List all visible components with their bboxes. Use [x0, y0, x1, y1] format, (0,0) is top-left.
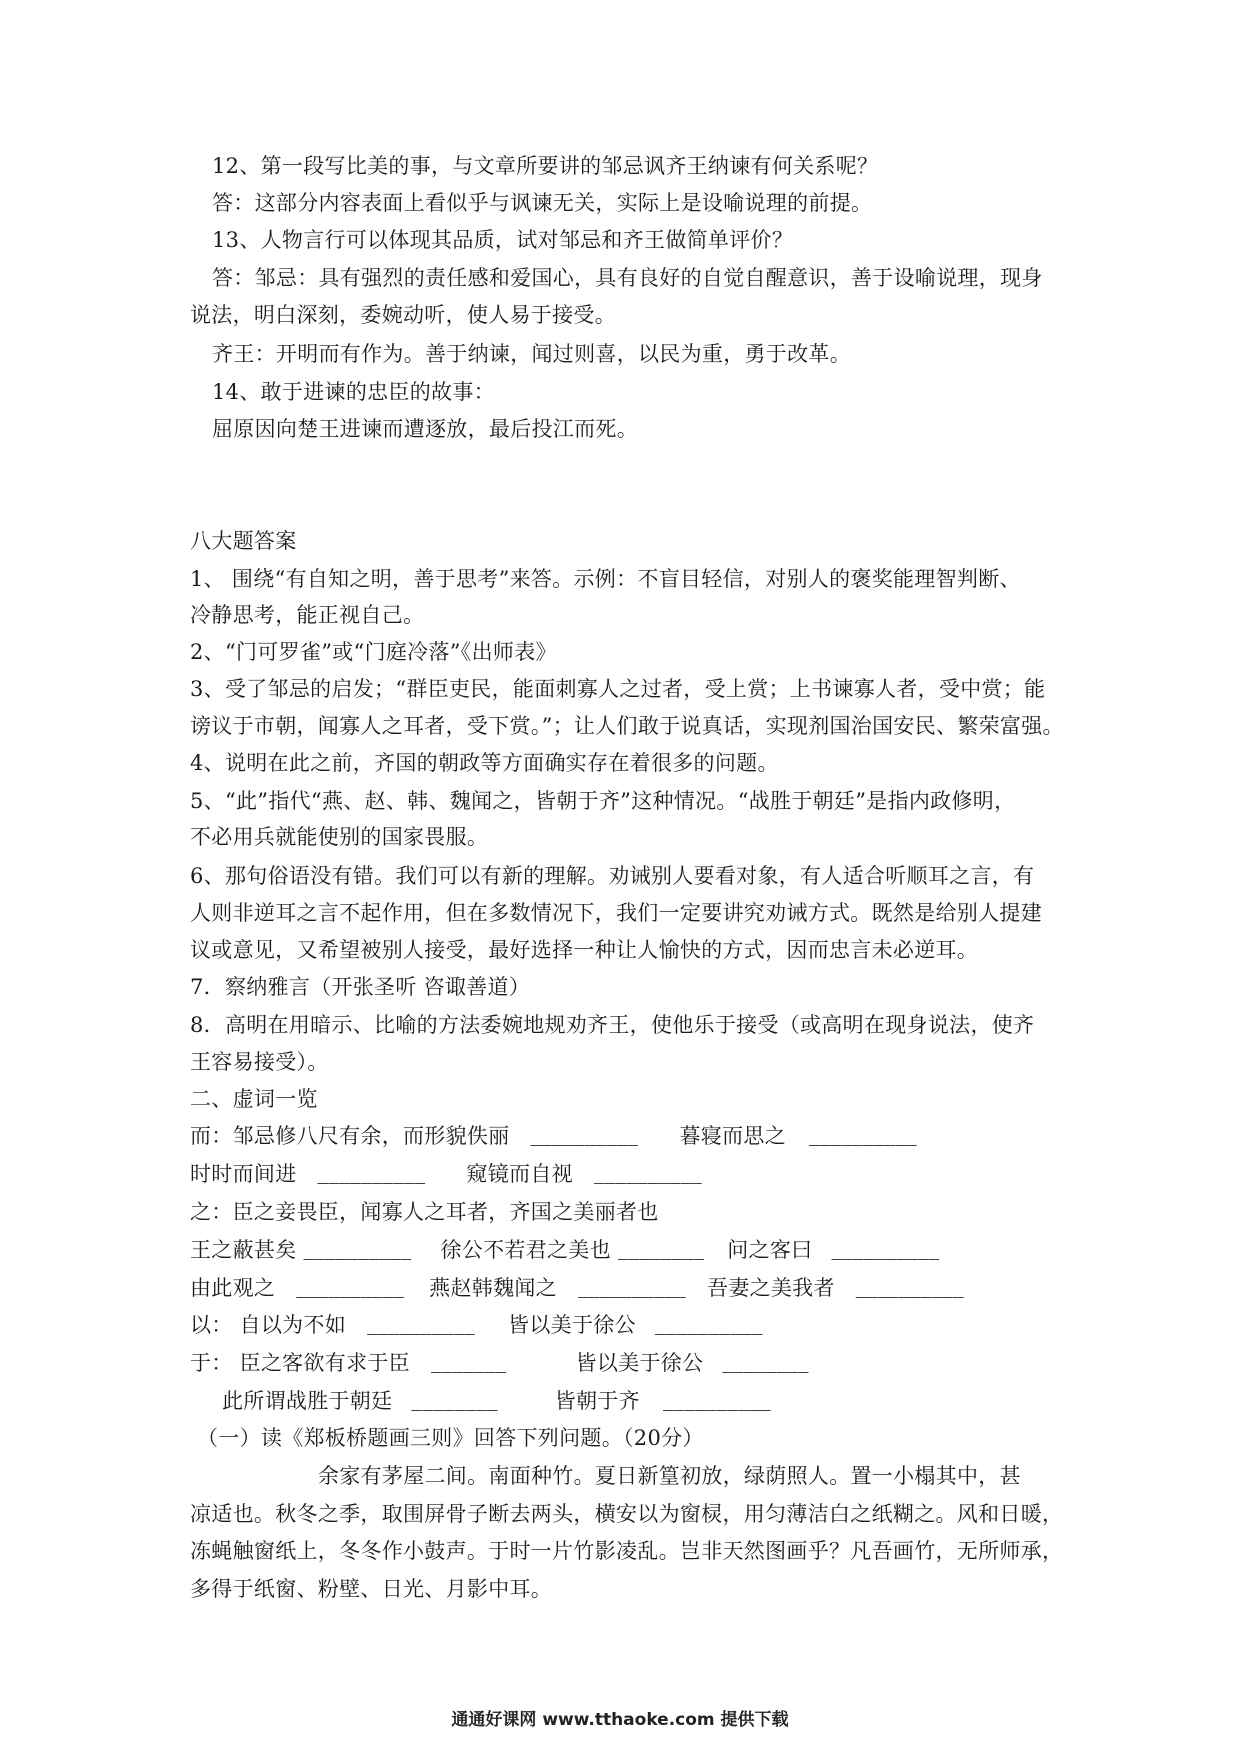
er-item-2: 暮寝而思之 [679, 1124, 786, 1148]
question-12: 12、第一段写比美的事，与文章所要讲的邹忌讽齐王纳谏有何关系呢？ [212, 154, 879, 178]
answer-blank[interactable]: __________ [530, 1122, 639, 1146]
answer-blank[interactable]: __________ [855, 1274, 964, 1298]
yu-row-1 [190, 1349, 809, 1377]
answer-item-3-line-2: 谤议于市朝，闻寡人之耳者，受下赏。”；让人们敢于说真话，实现剂国治国安民、繁荣富强。 [190, 714, 1064, 738]
answer-item-6-line-3: 议或意见，又希望被别人接受，最好选择一种让人愉快的方式，因而忠言未必逆耳。 [190, 938, 979, 962]
answer-13-qiwang: 齐王：开明而有作为。善于纳谏，闻过则喜，以民为重，勇于改革。 [212, 342, 851, 366]
answer-blank[interactable]: __________ [367, 1311, 476, 1335]
er-row-2 [190, 1160, 702, 1188]
zhi-item-6: 燕赵韩魏闻之 [429, 1276, 557, 1300]
answer-blank[interactable]: _______ [430, 1349, 507, 1373]
er-row-1 [190, 1122, 917, 1150]
answer-item-7: 7．察纳雅言（开张圣听 咨诹善道） [190, 975, 531, 999]
passage-line-2: 凉适也。秋冬之季，取围屏骨子断去两头，横安以为窗棂，用匀薄洁白之纸糊之。风和日暖， [190, 1502, 1064, 1526]
answer-item-6-line-1: 6、那句俗语没有错。我们可以有新的理解。劝诫别人要看对象，有人适合听顺耳之言，有 [190, 864, 1035, 888]
answer-item-2: 2、“门可罗雀”或“门庭冷落”《出师表》 [190, 640, 557, 664]
er-item-3: 时时而间进 [190, 1162, 297, 1186]
zhi-item-4: 问之客曰 [727, 1238, 813, 1262]
answer-item-5-line-2: 不必用兵就能使别的国家畏服。 [190, 825, 489, 849]
answer-blank[interactable]: __________ [654, 1311, 763, 1335]
answer-blank[interactable]: __________ [808, 1122, 917, 1146]
yi-row [190, 1311, 763, 1339]
answer-blank[interactable]: __________ [303, 1236, 412, 1260]
answer-blank[interactable]: ________ [617, 1236, 705, 1260]
answer-blank[interactable]: __________ [296, 1274, 405, 1298]
answer-14: 屈原因向楚王进谏而遭逐放，最后投江而死。 [212, 417, 638, 441]
yu-item-1: 于： 臣之客欲有求于臣 [190, 1351, 410, 1375]
question-14: 14、敢于进谏的忠臣的故事： [212, 380, 495, 404]
zhi-row-3 [190, 1274, 964, 1302]
answer-blank[interactable]: __________ [593, 1160, 702, 1184]
er-item-4: 窥镜而自视 [466, 1162, 573, 1186]
section-heading-function-words: 二、虚词一览 [190, 1087, 318, 1111]
yu-item-2: 皆以美于徐公 [575, 1351, 704, 1375]
zhi-item-5: 由此观之 [190, 1276, 276, 1300]
answer-item-6-line-2: 人则非逆耳之言不起作用，但在多数情况下，我们一定要讲究劝诫方式。既然是给别人提建 [190, 901, 1042, 925]
answer-blank[interactable]: __________ [831, 1236, 940, 1260]
zhi-row-1: 之：臣之妾畏臣，闻寡人之耳者，齐国之美丽者也 [190, 1200, 659, 1224]
answer-blank[interactable]: __________ [662, 1387, 771, 1411]
zhi-item-2: 王之蔽甚矣 [190, 1238, 297, 1262]
er-item-1: 而：邹忌修八尺有余，而形貌佚丽 [190, 1124, 510, 1148]
answer-blank[interactable]: ________ [722, 1349, 809, 1373]
answer-item-8-line-1: 8．高明在用暗示、比喻的方法委婉地规劝齐王，使他乐于接受（或高明在现身说法，使齐 [190, 1013, 1035, 1037]
yu-row-2 [222, 1387, 771, 1415]
page-footer: 通通好课网 www.tthaoke.com 提供下载 [451, 1710, 789, 1730]
answer-item-8-line-2: 王容易接受）。 [190, 1050, 329, 1074]
answer-item-1-line-1: 1、 围绕“有自知之明，善于思考”来答。示例：不盲目轻信，对别人的褒奖能理智判断、 [190, 567, 1021, 591]
zhi-item-3: 徐公不若君之美也 [440, 1238, 611, 1262]
answer-blank[interactable]: __________ [317, 1160, 426, 1184]
passage-line-1: 余家有茅屋二间。南面种竹。夏日新篁初放，绿荫照人。置一小榻其中，甚 [318, 1464, 1021, 1488]
answer-item-5-line-1: 5、“此”指代“燕、赵、韩、魏闻之，皆朝于齐”这种情况。“战胜于朝廷”是指内政修明， [190, 789, 1016, 813]
yi-item-1: 以： 自以为不如 [190, 1313, 347, 1337]
zhi-row-2 [190, 1236, 939, 1264]
passage-line-4: 多得于纸窗、粉壁、日光、月影中耳。 [190, 1577, 553, 1601]
yu-item-3: 此所谓战胜于朝廷 [222, 1389, 393, 1413]
answer-blank[interactable]: __________ [577, 1274, 686, 1298]
yi-item-2: 皆以美于徐公 [508, 1313, 636, 1337]
answer-item-3-line-1: 3、受了邹忌的启发；“群臣吏民，能面刺寡人之过者，受上赏；上书谏寡人者，受中赏；能 [190, 677, 1046, 701]
section-heading-answers: 八大题答案 [190, 529, 297, 553]
answer-13-line-1: 答：邹忌：具有强烈的责任感和爱国心，具有良好的自觉自醒意识，善于设喻说理，现身 [212, 266, 1043, 290]
question-13: 13、人物言行可以体现其品质，试对邹忌和齐王做简单评价？ [212, 228, 794, 252]
reading-question-heading: （一）读《郑板桥题画三则》回答下列问题。（20分） [197, 1426, 704, 1450]
answer-13-line-2: 说法，明白深刻，委婉动听，使人易于接受。 [190, 303, 616, 327]
answer-item-1-line-2: 冷静思考，能正视自己。 [190, 603, 425, 627]
answer-item-4: 4、说明在此之前，齐国的朝政等方面确实存在着很多的问题。 [190, 751, 779, 775]
answer-blank[interactable]: ________ [411, 1387, 498, 1411]
answer-12: 答：这部分内容表面上看似乎与讽谏无关，实际上是设喻说理的前提。 [212, 191, 873, 215]
zhi-item-7: 吾妻之美我者 [706, 1276, 835, 1300]
passage-line-3: 冻蝇触窗纸上，冬冬作小鼓声。于时一片竹影凌乱。岂非天然图画乎？凡吾画竹，无所师承， [190, 1539, 1064, 1563]
yu-item-4: 皆朝于齐 [554, 1389, 640, 1413]
